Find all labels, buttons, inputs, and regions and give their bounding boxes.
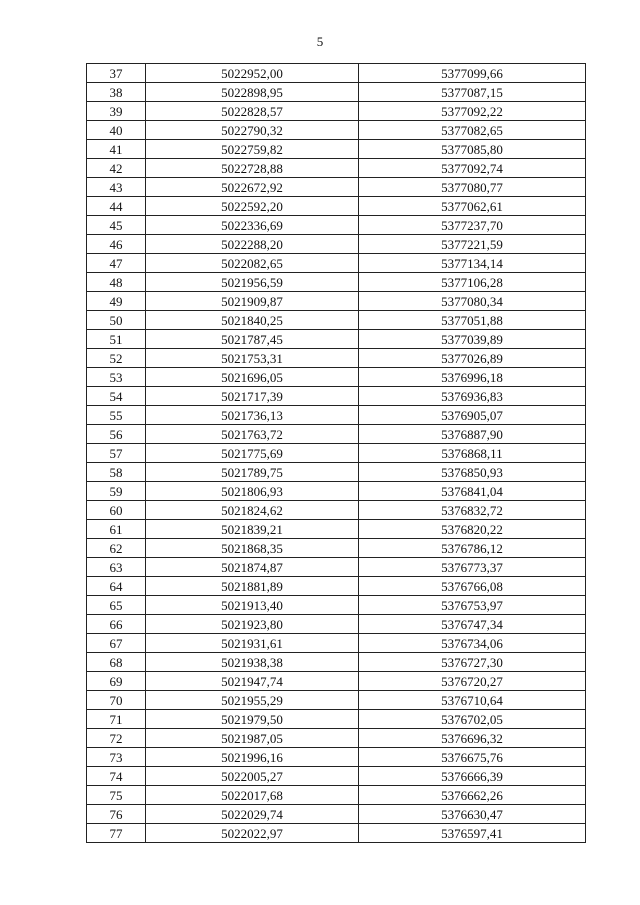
- x-coordinate-cell: 5022672,92: [146, 178, 359, 197]
- y-coordinate-cell: 5376747,34: [359, 615, 586, 634]
- x-coordinate-cell: 5021696,05: [146, 368, 359, 387]
- table-row: [87, 235, 586, 254]
- y-coordinate-cell: 5376727,30: [359, 653, 586, 672]
- point-number-cell: 68: [87, 653, 146, 672]
- x-coordinate-cell: 5021987,05: [146, 729, 359, 748]
- point-number-cell: 63: [87, 558, 146, 577]
- x-coordinate-cell: 5021931,61: [146, 634, 359, 653]
- table-row: [87, 615, 586, 634]
- point-number-cell: 65: [87, 596, 146, 615]
- table-row: [87, 349, 586, 368]
- x-coordinate-cell: 5022759,82: [146, 140, 359, 159]
- x-coordinate-cell: 5022336,69: [146, 216, 359, 235]
- y-coordinate-cell: 5376597,41: [359, 824, 586, 843]
- table-row: [87, 311, 586, 330]
- x-coordinate-cell: 5022592,20: [146, 197, 359, 216]
- y-coordinate-cell: 5376887,90: [359, 425, 586, 444]
- y-coordinate-cell: 5376675,76: [359, 748, 586, 767]
- point-number-cell: 38: [87, 83, 146, 102]
- point-number-cell: 61: [87, 520, 146, 539]
- x-coordinate-cell: 5021763,72: [146, 425, 359, 444]
- point-number-cell: 40: [87, 121, 146, 140]
- table-row: [87, 444, 586, 463]
- y-coordinate-cell: 5376773,37: [359, 558, 586, 577]
- y-coordinate-cell: 5376936,83: [359, 387, 586, 406]
- point-number-cell: 45: [87, 216, 146, 235]
- x-coordinate-cell: 5022082,65: [146, 254, 359, 273]
- table-row: [87, 748, 586, 767]
- x-coordinate-cell: 5021938,38: [146, 653, 359, 672]
- point-number-cell: 43: [87, 178, 146, 197]
- table-row: [87, 672, 586, 691]
- x-coordinate-cell: 5021923,80: [146, 615, 359, 634]
- page-number: 5: [316, 34, 324, 49]
- x-coordinate-cell: 5021839,21: [146, 520, 359, 539]
- x-coordinate-cell: 5021775,69: [146, 444, 359, 463]
- table-row: [87, 634, 586, 653]
- y-coordinate-cell: 5377221,59: [359, 235, 586, 254]
- y-coordinate-cell: 5376832,72: [359, 501, 586, 520]
- y-coordinate-cell: 5377062,61: [359, 197, 586, 216]
- point-number-cell: 60: [87, 501, 146, 520]
- y-coordinate-cell: 5377092,74: [359, 159, 586, 178]
- table-row: [87, 577, 586, 596]
- point-number-cell: 67: [87, 634, 146, 653]
- table-row: [87, 767, 586, 786]
- table-row: [87, 805, 586, 824]
- point-number-cell: 52: [87, 349, 146, 368]
- y-coordinate-cell: 5377039,89: [359, 330, 586, 349]
- x-coordinate-cell: 5022017,68: [146, 786, 359, 805]
- y-coordinate-cell: 5376753,97: [359, 596, 586, 615]
- point-number-cell: 72: [87, 729, 146, 748]
- point-number-cell: 69: [87, 672, 146, 691]
- point-number-cell: 62: [87, 539, 146, 558]
- y-coordinate-cell: 5376696,32: [359, 729, 586, 748]
- table-row: [87, 330, 586, 349]
- y-coordinate-cell: 5377080,77: [359, 178, 586, 197]
- y-coordinate-cell: 5376996,18: [359, 368, 586, 387]
- table-row: [87, 368, 586, 387]
- x-coordinate-cell: 5021956,59: [146, 273, 359, 292]
- x-coordinate-cell: 5022952,00: [146, 64, 359, 83]
- point-number-cell: 58: [87, 463, 146, 482]
- x-coordinate-cell: 5021717,39: [146, 387, 359, 406]
- y-coordinate-cell: 5376710,64: [359, 691, 586, 710]
- y-coordinate-cell: 5376734,06: [359, 634, 586, 653]
- y-coordinate-cell: 5376666,39: [359, 767, 586, 786]
- point-number-cell: 39: [87, 102, 146, 121]
- y-coordinate-cell: 5376868,11: [359, 444, 586, 463]
- table-row: [87, 710, 586, 729]
- table-row: [87, 140, 586, 159]
- point-number-cell: 41: [87, 140, 146, 159]
- y-coordinate-cell: 5376702,05: [359, 710, 586, 729]
- point-number-cell: 59: [87, 482, 146, 501]
- table-row: [87, 102, 586, 121]
- y-coordinate-cell: 5377082,65: [359, 121, 586, 140]
- point-number-cell: 71: [87, 710, 146, 729]
- x-coordinate-cell: 5022022,97: [146, 824, 359, 843]
- x-coordinate-cell: 5021840,25: [146, 311, 359, 330]
- table-row: [87, 786, 586, 805]
- point-number-cell: 66: [87, 615, 146, 634]
- point-number-cell: 53: [87, 368, 146, 387]
- x-coordinate-cell: 5022029,74: [146, 805, 359, 824]
- point-number-cell: 74: [87, 767, 146, 786]
- x-coordinate-cell: 5021824,62: [146, 501, 359, 520]
- table-row: [87, 558, 586, 577]
- coordinates-table: [86, 63, 586, 843]
- x-coordinate-cell: 5021979,50: [146, 710, 359, 729]
- y-coordinate-cell: 5376766,08: [359, 577, 586, 596]
- x-coordinate-cell: 5021913,40: [146, 596, 359, 615]
- x-coordinate-cell: 5022790,32: [146, 121, 359, 140]
- point-number-cell: 75: [87, 786, 146, 805]
- table-row: [87, 596, 586, 615]
- point-number-cell: 55: [87, 406, 146, 425]
- point-number-cell: 44: [87, 197, 146, 216]
- table-row: [87, 539, 586, 558]
- point-number-cell: 49: [87, 292, 146, 311]
- table-row: [87, 178, 586, 197]
- x-coordinate-cell: 5021881,89: [146, 577, 359, 596]
- point-number-cell: 77: [87, 824, 146, 843]
- table-row: [87, 482, 586, 501]
- table-row: [87, 520, 586, 539]
- point-number-cell: 42: [87, 159, 146, 178]
- y-coordinate-cell: 5377106,28: [359, 273, 586, 292]
- table-row: [87, 691, 586, 710]
- table-row: [87, 83, 586, 102]
- y-coordinate-cell: 5377080,34: [359, 292, 586, 311]
- table-row: [87, 216, 586, 235]
- point-number-cell: 57: [87, 444, 146, 463]
- y-coordinate-cell: 5376841,04: [359, 482, 586, 501]
- x-coordinate-cell: 5022005,27: [146, 767, 359, 786]
- table-row: [87, 197, 586, 216]
- y-coordinate-cell: 5376786,12: [359, 539, 586, 558]
- point-number-cell: 70: [87, 691, 146, 710]
- x-coordinate-cell: 5021753,31: [146, 349, 359, 368]
- y-coordinate-cell: 5376850,93: [359, 463, 586, 482]
- table-row: [87, 64, 586, 83]
- x-coordinate-cell: 5021874,87: [146, 558, 359, 577]
- coordinates-table-body: [87, 64, 586, 843]
- x-coordinate-cell: 5021955,29: [146, 691, 359, 710]
- table-row: [87, 292, 586, 311]
- y-coordinate-cell: 5377099,66: [359, 64, 586, 83]
- x-coordinate-cell: 5022828,57: [146, 102, 359, 121]
- point-number-cell: 46: [87, 235, 146, 254]
- table-row: [87, 159, 586, 178]
- y-coordinate-cell: 5376630,47: [359, 805, 586, 824]
- x-coordinate-cell: 5021868,35: [146, 539, 359, 558]
- y-coordinate-cell: 5376720,27: [359, 672, 586, 691]
- point-number-cell: 50: [87, 311, 146, 330]
- point-number-cell: 76: [87, 805, 146, 824]
- x-coordinate-cell: 5021789,75: [146, 463, 359, 482]
- table-row: [87, 254, 586, 273]
- table-row: [87, 463, 586, 482]
- point-number-cell: 56: [87, 425, 146, 444]
- table-row: [87, 406, 586, 425]
- table-row: [87, 501, 586, 520]
- point-number-cell: 51: [87, 330, 146, 349]
- y-coordinate-cell: 5377026,89: [359, 349, 586, 368]
- table-row: [87, 653, 586, 672]
- table-row: [87, 425, 586, 444]
- x-coordinate-cell: 5022728,88: [146, 159, 359, 178]
- x-coordinate-cell: 5021996,16: [146, 748, 359, 767]
- y-coordinate-cell: 5377051,88: [359, 311, 586, 330]
- y-coordinate-cell: 5377237,70: [359, 216, 586, 235]
- table-row: [87, 273, 586, 292]
- table-row: [87, 824, 586, 843]
- x-coordinate-cell: 5021806,93: [146, 482, 359, 501]
- point-number-cell: 47: [87, 254, 146, 273]
- y-coordinate-cell: 5377092,22: [359, 102, 586, 121]
- point-number-cell: 73: [87, 748, 146, 767]
- y-coordinate-cell: 5376905,07: [359, 406, 586, 425]
- table-row: [87, 729, 586, 748]
- y-coordinate-cell: 5377134,14: [359, 254, 586, 273]
- y-coordinate-cell: 5376820,22: [359, 520, 586, 539]
- x-coordinate-cell: 5022898,95: [146, 83, 359, 102]
- point-number-cell: 37: [87, 64, 146, 83]
- y-coordinate-cell: 5377087,15: [359, 83, 586, 102]
- x-coordinate-cell: 5021736,13: [146, 406, 359, 425]
- x-coordinate-cell: 5022288,20: [146, 235, 359, 254]
- y-coordinate-cell: 5376662,26: [359, 786, 586, 805]
- table-row: [87, 121, 586, 140]
- y-coordinate-cell: 5377085,80: [359, 140, 586, 159]
- table-row: [87, 387, 586, 406]
- point-number-cell: 64: [87, 577, 146, 596]
- x-coordinate-cell: 5021909,87: [146, 292, 359, 311]
- x-coordinate-cell: 5021947,74: [146, 672, 359, 691]
- x-coordinate-cell: 5021787,45: [146, 330, 359, 349]
- point-number-cell: 54: [87, 387, 146, 406]
- point-number-cell: 48: [87, 273, 146, 292]
